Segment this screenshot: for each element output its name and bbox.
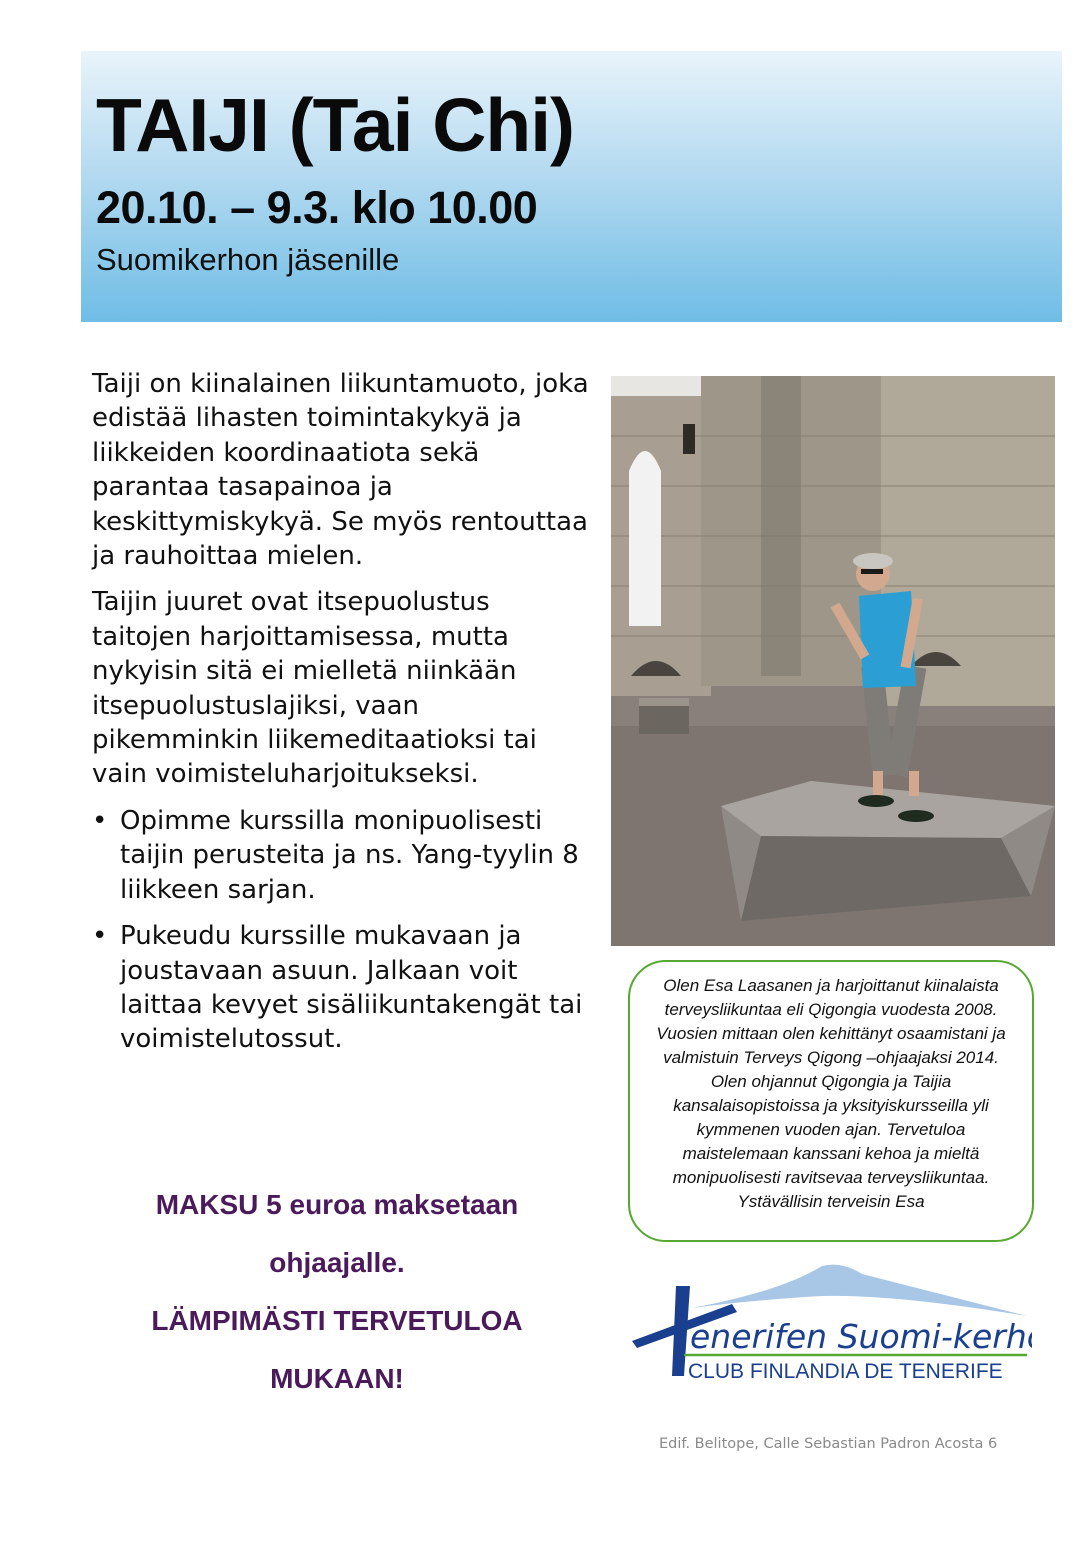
- club-logo: [632, 1256, 1032, 1386]
- club-logo-mountain-cross: [632, 1256, 1032, 1386]
- bullet-text: Pukeudu kurssille mukavaan ja joustavaan asuun. Jalkaan voit laittaa kevyet sisäliikuntakengät tai voimistelutossut.: [120, 921, 583, 1055]
- welcome-line-2: MUKAAN!: [270, 1363, 404, 1394]
- logo-subtitle: CLUB FINLANDIA DE TENERIFE: [688, 1360, 1003, 1383]
- description-paragraph-1: Taiji on kiinalainen liikuntamuoto, joka edistää lihasten toimintakykyä ja liikkeiden koordinaatiota sekä parantaa tasapainoa ja keskittymiskykyä. Se myös rentouttaa ja rauhoittaa mielen.: [92, 369, 589, 572]
- fee-notice: [92, 1176, 582, 1408]
- logo-name: enerifen Suomi-kerho: [690, 1317, 1032, 1356]
- instructor-photo: [611, 376, 1055, 946]
- page-title: TAIJI (Tai Chi): [96, 83, 575, 167]
- audience-subtitle: Suomikerhon jäsenille: [96, 242, 400, 277]
- bullet-item: [92, 804, 592, 907]
- footer-address: Edif. Belitope, Calle Sebastian Padron Acosta 6: [659, 1436, 998, 1452]
- welcome-line-1: LÄMPIMÄSTI TERVETULOA: [151, 1305, 523, 1336]
- instructor-bio-box: Olen Esa Laasanen ja harjoittanut kiinalaista terveysliikuntaa eli Qigongia vuodesta 2008. Vuosien mittaan olen kehittänyt osaamistani ja valmistuin Terveys Qigong –ohjaajaksi 2014. Olen ohjannut Qigongia ja Taijia kansalaisopistoissa ja yksityiskursseilla yli kymmenen vuoden ajan. Tervetuloa maistelemaan kanssani kehoa ja mieltä monipuolisesti ravitsevaa terveysliikuntaa. Ystävällisin terveisin Esa: [628, 960, 1034, 1242]
- bullet-text: Opimme kurssilla monipuolisesti taijin perusteita ja ns. Yang-tyylin 8 liikkeen sarjan.: [120, 805, 579, 905]
- instructor-in-ruins-photo: [611, 376, 1055, 946]
- info-bullets: [92, 804, 592, 1057]
- course-dates: 20.10. – 9.3. klo 10.00: [96, 182, 538, 233]
- description-block: [92, 367, 592, 1069]
- fee-line-1: MAKSU 5 euroa maksetaan: [155, 1189, 519, 1220]
- description-paragraph-2: Taijin juuret ovat itsepuolustus taitojen harjoittamisessa, mutta nykyisin sitä ei mielletä niinkään itsepuolustuslajiksi, vaan pikemminkin liikemeditaatioksi tai vain voimisteluharjoitukseksi.: [92, 587, 537, 790]
- bullet-item: [92, 919, 592, 1057]
- fee-line-2: ohjaajalle.: [269, 1247, 405, 1278]
- bullet-symbol: •: [92, 805, 108, 836]
- bullet-symbol: •: [92, 921, 108, 952]
